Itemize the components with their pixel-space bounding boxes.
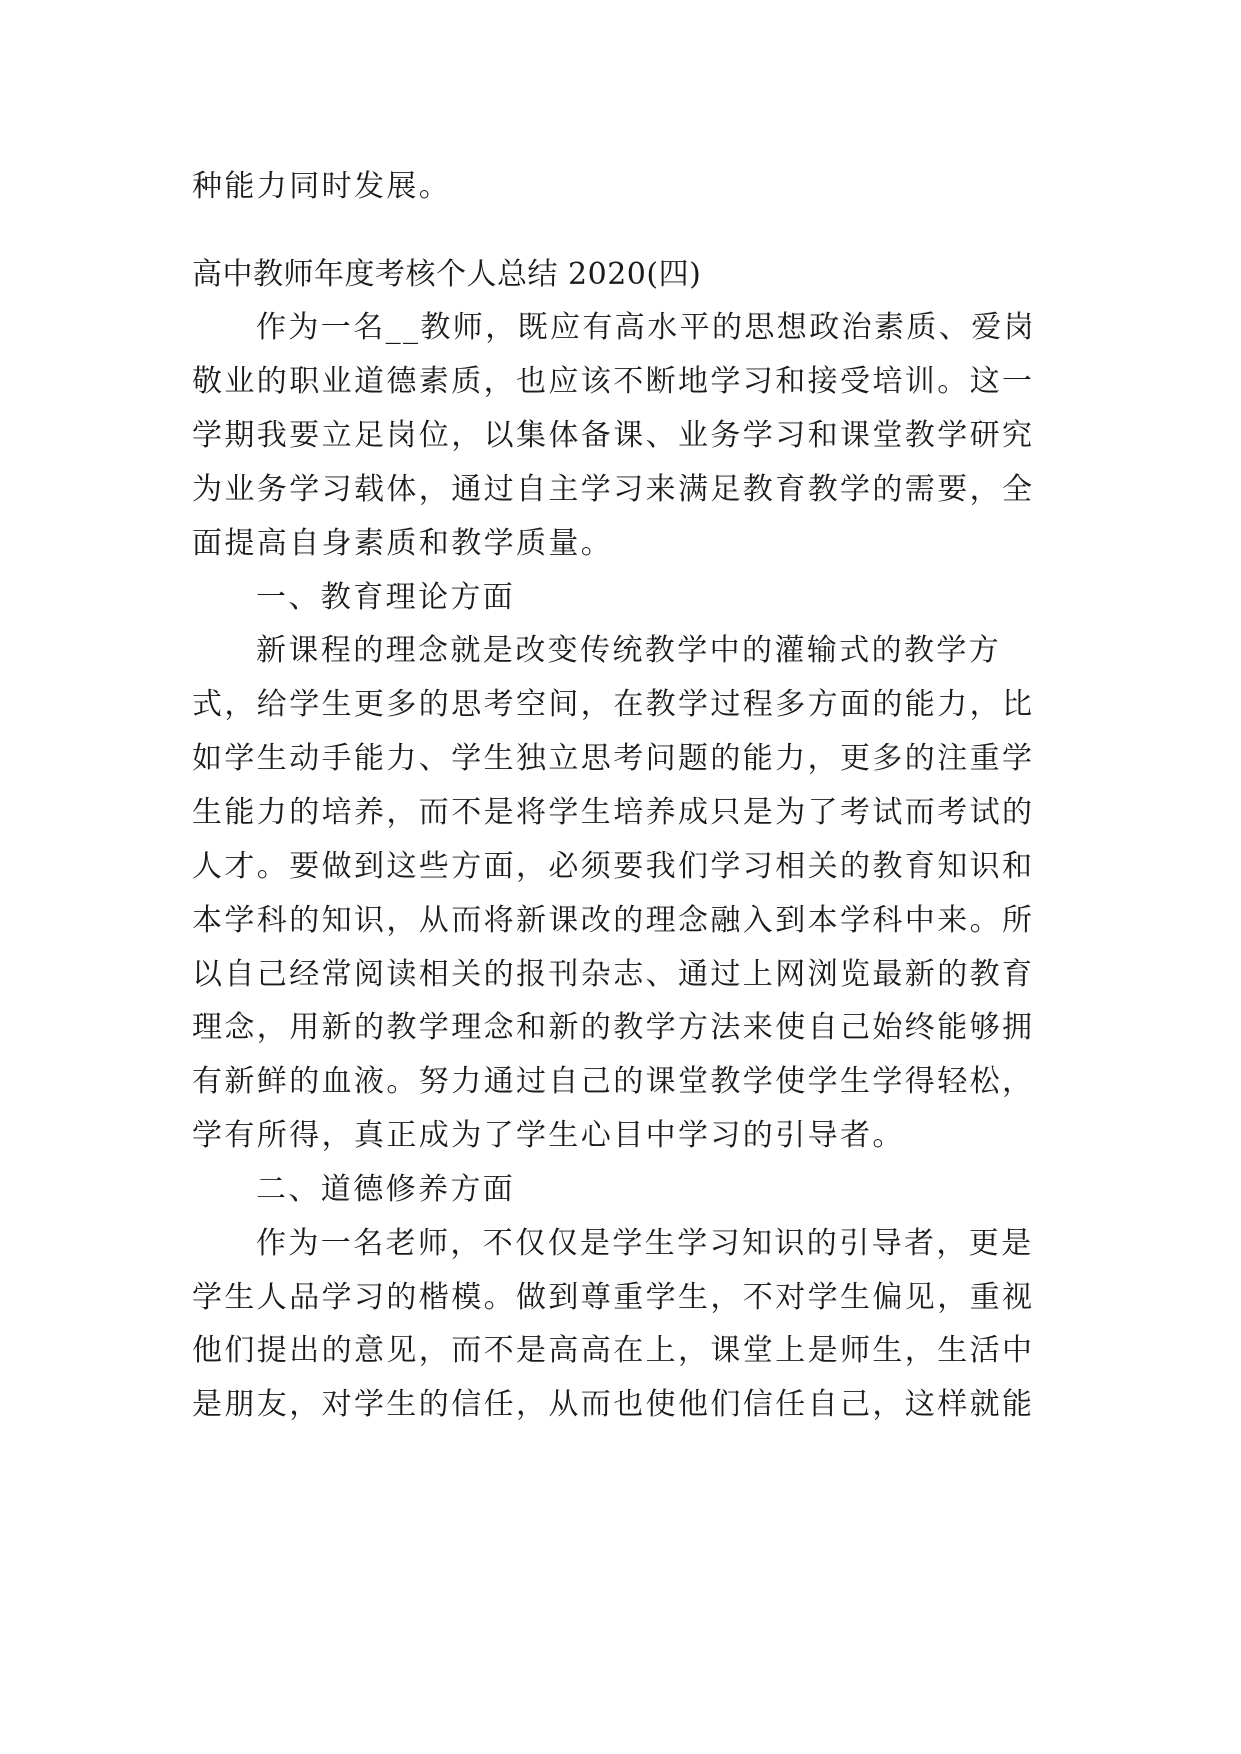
paragraph-line: 有新鲜的血液。努力通过自己的课堂教学使学生学得轻松， bbox=[192, 1064, 1035, 1099]
text-line-continuation: 种能力同时发展。 bbox=[192, 169, 452, 204]
paragraph-line: 生能力的培养，而不是将学生培养成只是为了考试而考试的 bbox=[192, 795, 1035, 830]
paragraph-line: 新课程的理念就是改变传统教学中的灌输式的教学方 bbox=[256, 633, 1002, 668]
paragraph-line: 是朋友，对学生的信任，从而也使他们信任自己，这样就能 bbox=[192, 1387, 1035, 1422]
paragraph-line: 作为一名__教师，既应有高水平的思想政治素质、爱岗 bbox=[256, 310, 1036, 345]
subheading-moral-cultivation: 二、道德修养方面 bbox=[256, 1172, 516, 1207]
paragraph-line: 为业务学习载体，通过自主学习来满足教育教学的需要，全 bbox=[192, 472, 1035, 507]
section-title: 高中教师年度考核个人总结 2020(四) bbox=[192, 257, 702, 292]
paragraph-line: 如学生动手能力、学生独立思考问题的能力，更多的注重学 bbox=[192, 741, 1035, 776]
paragraph-line: 他们提出的意见，而不是高高在上，课堂上是师生，生活中 bbox=[192, 1333, 1035, 1368]
paragraph-line: 学有所得，真正成为了学生心目中学习的引导者。 bbox=[192, 1118, 905, 1153]
paragraph-line: 学期我要立足岗位，以集体备课、业务学习和课堂教学研究 bbox=[192, 418, 1035, 453]
paragraph-line: 学生人品学习的楷模。做到尊重学生，不对学生偏见，重视 bbox=[192, 1280, 1035, 1315]
paragraph-line: 本学科的知识，从而将新课改的理念融入到本学科中来。所 bbox=[192, 903, 1035, 938]
paragraph-line: 面提高自身素质和教学质量。 bbox=[192, 526, 614, 561]
paragraph-line: 以自己经常阅读相关的报刊杂志、通过上网浏览最新的教育 bbox=[192, 957, 1035, 992]
paragraph-line: 式，给学生更多的思考空间，在教学过程多方面的能力，比 bbox=[192, 687, 1035, 722]
paragraph-line: 敬业的职业道德素质，也应该不断地学习和接受培训。这一 bbox=[192, 364, 1035, 399]
paragraph-line: 人才。要做到这些方面，必须要我们学习相关的教育知识和 bbox=[192, 849, 1035, 884]
paragraph-line: 理念，用新的教学理念和新的教学方法来使自己始终能够拥 bbox=[192, 1010, 1035, 1045]
paragraph-line: 作为一名老师，不仅仅是学生学习知识的引导者，更是 bbox=[256, 1226, 1034, 1261]
subheading-education-theory: 一、教育理论方面 bbox=[256, 580, 516, 615]
